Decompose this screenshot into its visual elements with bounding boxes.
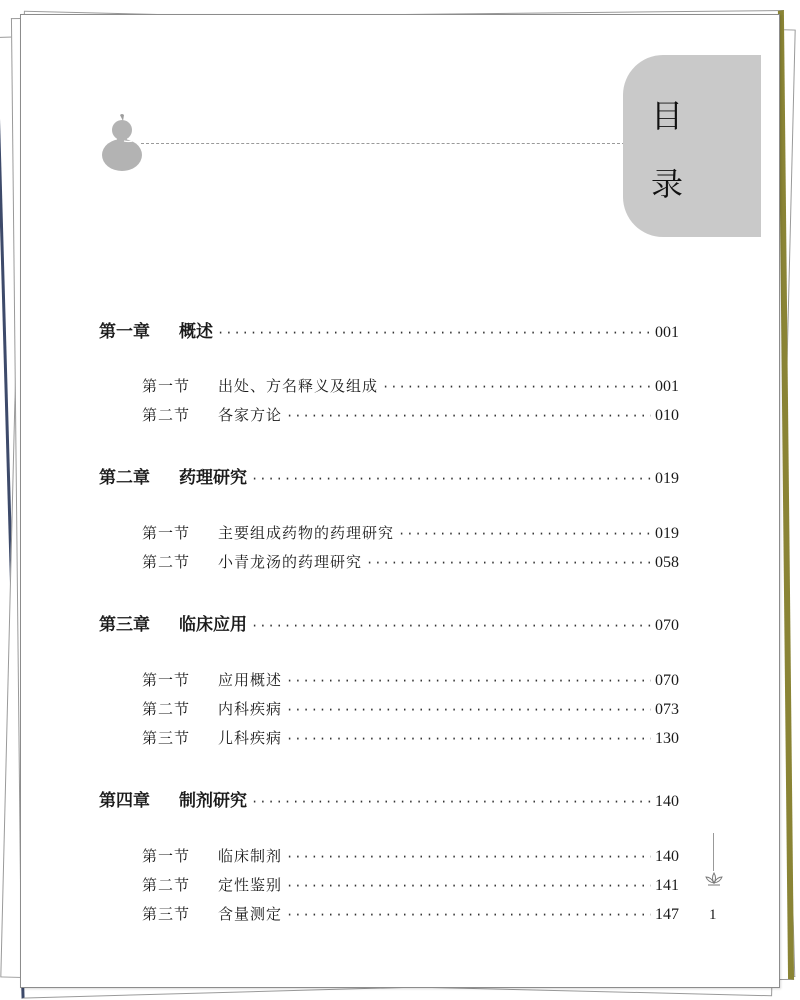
dot-leader (217, 326, 651, 340)
chapter-number: 第三章 (99, 615, 150, 635)
page-number: 019 (655, 470, 679, 487)
chapter-title: 制剂研究 (179, 791, 247, 811)
page-number: 140 (655, 793, 679, 810)
dot-leader (286, 850, 651, 864)
section-title: 临床制剂 (218, 847, 283, 865)
toc-section-entry[interactable] (99, 874, 679, 895)
toc-section-entry[interactable] (99, 698, 679, 719)
section-title: 各家方论 (218, 406, 283, 424)
dot-leader (286, 879, 651, 893)
dot-leader (286, 674, 651, 688)
page-title-char: 录 (651, 165, 684, 203)
chapter-number: 第四章 (99, 791, 150, 811)
chapter-title: 临床应用 (179, 615, 247, 635)
section-number: 第二节 (142, 406, 191, 424)
toc-page (20, 14, 780, 988)
toc-section-entry[interactable] (99, 727, 679, 748)
section-title: 应用概述 (218, 671, 283, 689)
section-title: 主要组成药物的药理研究 (218, 524, 395, 542)
page-number: 010 (655, 407, 679, 424)
section-title: 含量测定 (218, 905, 283, 923)
page-number: 070 (655, 672, 679, 689)
footer-rule (713, 833, 714, 871)
page-number: 140 (655, 848, 679, 865)
toc-section-entry[interactable] (99, 551, 679, 572)
toc-section-entry[interactable] (99, 404, 679, 425)
section-number: 第三节 (142, 729, 191, 747)
page-number: 058 (655, 554, 679, 571)
chapter-number: 第二章 (99, 468, 150, 488)
page-number: 019 (655, 525, 679, 542)
dot-leader (251, 619, 651, 633)
section-number: 第二节 (142, 700, 191, 718)
page-number: 001 (655, 378, 679, 395)
page-number: 147 (655, 906, 679, 923)
section-title: 出处、方名释义及组成 (218, 377, 379, 395)
gourd-icon (99, 113, 145, 173)
header-dashed-line (141, 143, 625, 144)
toc-section-entry[interactable] (99, 845, 679, 866)
dot-leader (251, 795, 651, 809)
page-title-char: 目 (651, 97, 684, 135)
dot-leader (286, 409, 651, 423)
dot-leader (382, 380, 651, 394)
toc-section-entry[interactable] (99, 522, 679, 543)
page-number: 141 (655, 877, 679, 894)
toc-chapter-entry[interactable] (99, 786, 679, 811)
section-title: 儿科疾病 (218, 729, 283, 747)
section-number: 第一节 (142, 377, 191, 395)
section-number: 第二节 (142, 876, 191, 894)
dot-leader (286, 908, 651, 922)
page-number: 001 (655, 324, 679, 341)
dot-leader (286, 703, 651, 717)
chapter-title: 概述 (179, 322, 213, 342)
toc-section-entry[interactable] (99, 903, 679, 924)
section-number: 第三节 (142, 905, 191, 923)
dot-leader (398, 527, 651, 541)
dot-leader (366, 556, 651, 570)
chapter-number: 第一章 (99, 322, 150, 342)
section-number: 第一节 (142, 847, 191, 865)
section-title: 内科疾病 (218, 700, 283, 718)
title-tab (623, 55, 761, 237)
toc-chapter-entry[interactable] (99, 610, 679, 635)
section-title: 小青龙汤的药理研究 (218, 553, 363, 571)
lotus-ornament-icon (704, 871, 724, 887)
page-number: 070 (655, 617, 679, 634)
toc-chapter-entry[interactable] (99, 463, 679, 488)
toc-section-entry[interactable] (99, 669, 679, 690)
section-title: 定性鉴别 (218, 876, 283, 894)
chapter-title: 药理研究 (179, 468, 247, 488)
section-number: 第二节 (142, 553, 191, 571)
dot-leader (251, 472, 651, 486)
section-number: 第一节 (142, 524, 191, 542)
page-footer-number: 1 (709, 907, 717, 923)
dot-leader (286, 732, 651, 746)
toc-section-entry[interactable] (99, 375, 679, 396)
section-number: 第一节 (142, 671, 191, 689)
toc-chapter-entry[interactable] (99, 317, 679, 342)
page-number: 073 (655, 701, 679, 718)
page-number: 130 (655, 730, 679, 747)
